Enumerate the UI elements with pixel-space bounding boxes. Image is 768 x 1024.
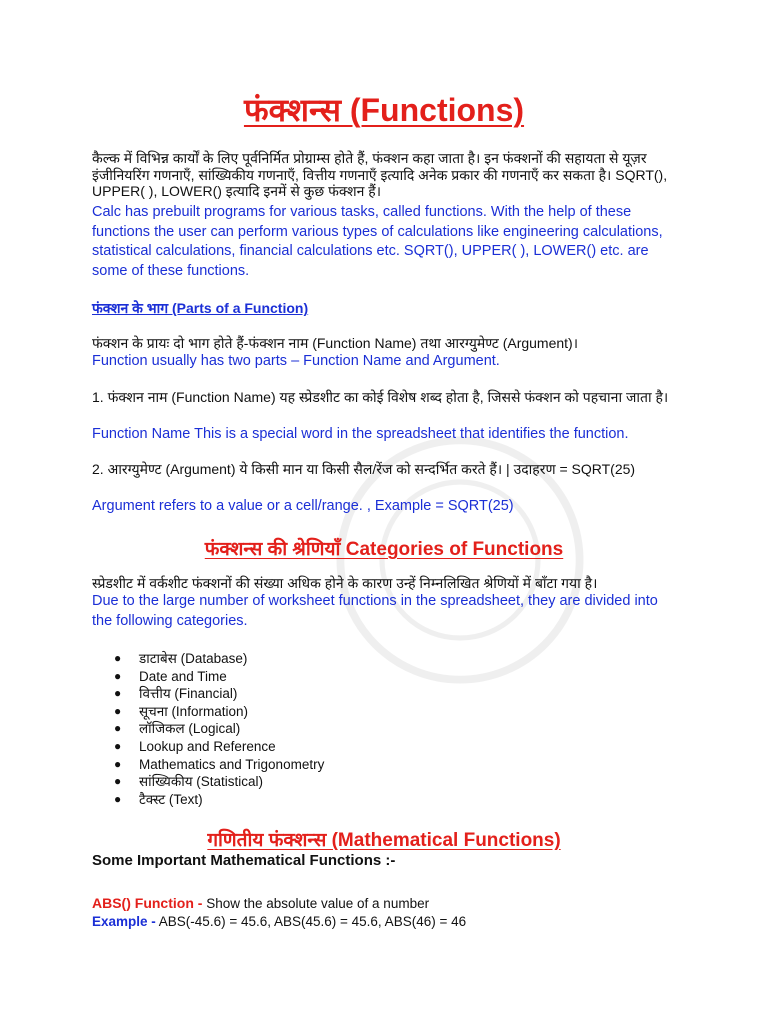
bullet-icon: ● [114, 756, 122, 771]
bullet-icon: ● [114, 651, 122, 665]
parts-heading: फंक्शन के भाग (Parts of a Function) [92, 300, 309, 316]
abs-function-line [92, 895, 429, 911]
bullet-icon: ● [114, 738, 122, 753]
list-item: ● सांख्यिकीय (Statistical) [114, 774, 264, 790]
bullet-icon: ● [114, 721, 122, 736]
list-item: ● लॉजिकल (Logical) [114, 721, 241, 737]
abs-function-description: Show the absolute value of a number [206, 896, 430, 911]
list-item: ● Lookup and Reference [114, 738, 276, 754]
list-item: ● डाटाबेस (Database) [114, 651, 248, 666]
parts-english: Function usually has two parts – Function Name and Argument. [92, 353, 500, 369]
bullet-icon: ● [114, 774, 122, 789]
list-item: ● टैक्स्ट (Text) [114, 791, 203, 807]
categories-heading: फंक्शन्स की श्रेणियाँ Categories of Functions [204, 539, 564, 560]
bullet-icon: ● [114, 703, 122, 718]
bullet-icon: ● [114, 668, 122, 683]
parts-hindi: फंक्शन के प्रायः दो भाग होते हैं-फंक्शन नाम (Function Name) तथा आरग्युमेण्ट (Argument)। [92, 335, 579, 351]
list-item: ● Mathematics and Trigonometry [114, 756, 325, 772]
categories-hindi: स्प्रेडशीट में वर्कशीट फंक्शनों की संख्या अधिक होने के कारण उन्हें निम्नलिखित श्रेणियों में बाँटा गया है। [92, 575, 598, 591]
argument-hindi: 2. आरग्युमेण्ट (Argument) ये किसी मान या किसी सैल/रेंज को सन्दर्भित करते हैं। | उदाहरण = SQRT(25) [92, 461, 636, 477]
example-text: ABS(-45.6) = 45.6, ABS(45.6) = 45.6, ABS(46) = 46 [158, 914, 467, 929]
bullet-icon: ● [114, 791, 122, 806]
argument-english: Argument refers to a value or a cell/range. , Example = SQRT(25) [92, 498, 514, 514]
categories-list [114, 650, 324, 808]
abs-example-line [92, 914, 466, 929]
math-subheading: Some Important Mathematical Functions :- [92, 852, 396, 869]
list-item: ● Date and Time [114, 668, 227, 684]
math-heading: गणितीय फंक्शन्स (Mathematical Functions) [207, 830, 561, 851]
bullet-icon: ● [114, 686, 122, 701]
page-title: फंक्शन्स (Functions) [243, 92, 525, 128]
categories-english: Due to the large number of worksheet functions in the spreadsheet, they are divided into the following categories. [92, 593, 658, 629]
abs-function-name: ABS() Function - [92, 895, 203, 911]
intro-hindi: कैल्क में विभिन्न कार्यों के लिए पूर्वनिर्मित प्रोग्राम्स होते हैं, फंक्शन कहा जाता है। इन फंक्शनों की सहायता से यूज़र इंजीनियरिंग गणनाएँ, सांख्यिकीय गणनाएँ, वित्तीय गणनाएँ इत्यादि अनेक प्रकार की गणनाएँ कर सकता है। SQRT(), UPPER( ), LOWER() इत्यादि इनमें से कुछ फंक्शन हैं। [92, 150, 668, 199]
intro-english: Calc has prebuilt programs for various tasks, called functions. With the help of these functions the user can perform various types of calculations like engineering calculations, statistical calculations, financial calculations etc. SQRT(), UPPER( ), LOWER() etc. are some of these functions. [92, 204, 663, 279]
example-label: Example - [92, 914, 156, 929]
list-item: ● सूचना (Information) [114, 703, 248, 719]
function-name-english: Function Name This is a special word in the spreadsheet that identifies the function. [92, 426, 629, 442]
list-item: ● वित्तीय (Financial) [114, 686, 238, 702]
function-name-hindi: 1. फंक्शन नाम (Function Name) यह स्प्रेडशीट का कोई विशेष शब्द होता है, जिससे फंक्शन को पहचाना जाता है। [92, 389, 669, 405]
